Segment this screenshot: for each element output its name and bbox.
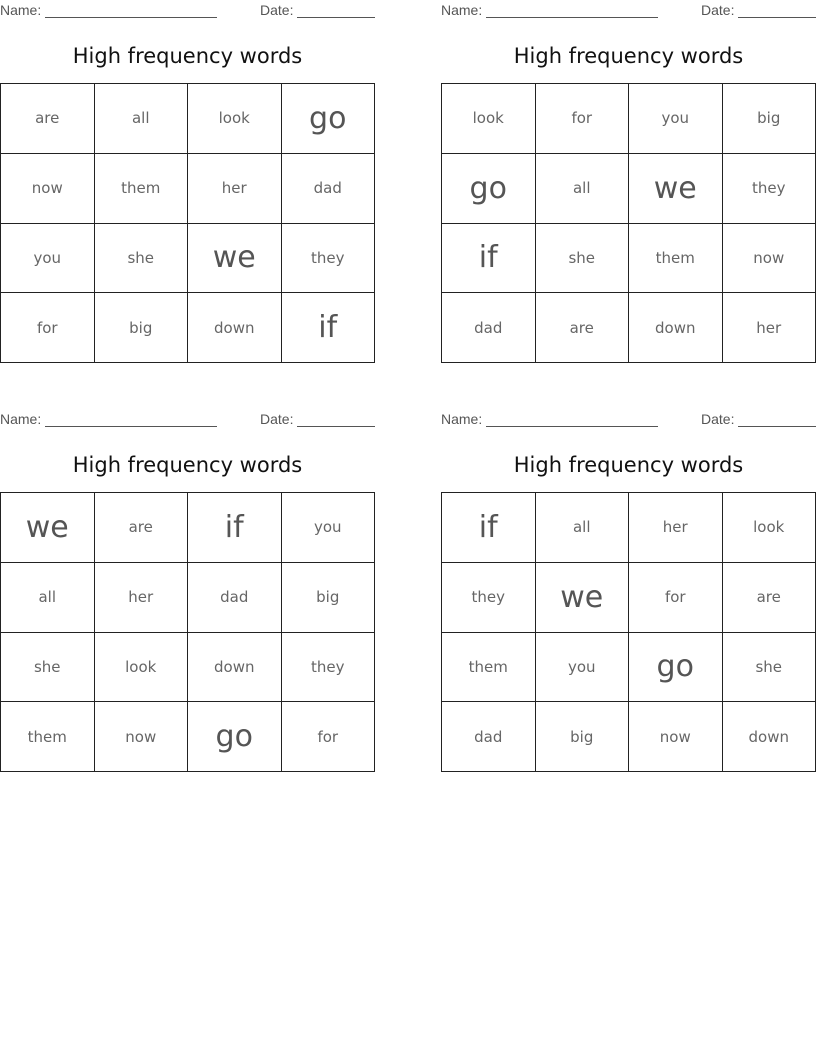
date-blank-line (297, 2, 375, 18)
name-label: Name: (0, 411, 42, 427)
bingo-cell: you (282, 493, 376, 563)
card-title: High frequency words (513, 453, 744, 477)
bingo-cell: for (536, 84, 630, 154)
bingo-cell: dad (442, 293, 536, 363)
bingo-cell: down (188, 293, 282, 363)
name-label: Name: (0, 2, 42, 18)
date-blank-line (297, 411, 375, 427)
name-date-line (0, 411, 375, 427)
bingo-cell: her (188, 154, 282, 224)
bingo-cell: them (95, 154, 189, 224)
bingo-cell: them (1, 702, 95, 772)
name-blank-line (486, 2, 658, 18)
bingo-cell: you (1, 224, 95, 294)
name-label: Name: (441, 2, 483, 18)
bingo-card (0, 409, 375, 784)
bingo-cell: her (629, 493, 723, 563)
bingo-cell: go (442, 154, 536, 224)
bingo-grid (0, 83, 375, 363)
bingo-cell: if (188, 493, 282, 563)
bingo-cell: all (536, 493, 630, 563)
date-label: Date: (701, 411, 735, 427)
date-label: Date: (260, 2, 294, 18)
bingo-cell: big (282, 563, 376, 633)
bingo-cell: you (536, 633, 630, 703)
bingo-cell: down (723, 702, 816, 772)
name-label: Name: (441, 411, 483, 427)
bingo-cell: are (1, 84, 95, 154)
bingo-cell: if (442, 493, 536, 563)
bingo-grid (441, 492, 816, 772)
bingo-cell: look (442, 84, 536, 154)
bingo-cell: her (723, 293, 816, 363)
bingo-cell: are (536, 293, 630, 363)
bingo-cell: them (442, 633, 536, 703)
bingo-cell: go (188, 702, 282, 772)
card-title: High frequency words (513, 44, 744, 68)
bingo-cell: you (629, 84, 723, 154)
bingo-cell: she (95, 224, 189, 294)
bingo-cell: down (629, 293, 723, 363)
bingo-cell: all (1, 563, 95, 633)
bingo-cell: now (629, 702, 723, 772)
bingo-cell: are (723, 563, 816, 633)
name-date-line (441, 411, 816, 427)
bingo-cell: dad (442, 702, 536, 772)
bingo-cell: now (1, 154, 95, 224)
bingo-cell: big (723, 84, 816, 154)
bingo-cell: we (188, 224, 282, 294)
bingo-grid (0, 492, 375, 772)
date-blank-line (738, 2, 816, 18)
bingo-cell: them (629, 224, 723, 294)
bingo-cell: look (188, 84, 282, 154)
date-blank-line (738, 411, 816, 427)
bingo-cell: all (95, 84, 189, 154)
bingo-cell: we (536, 563, 630, 633)
bingo-cell: she (723, 633, 816, 703)
bingo-cell: for (1, 293, 95, 363)
bingo-cell: all (536, 154, 630, 224)
bingo-cell: dad (282, 154, 376, 224)
name-blank-line (486, 411, 658, 427)
bingo-cell: go (629, 633, 723, 703)
name-date-line (0, 2, 375, 18)
bingo-cell: now (723, 224, 816, 294)
bingo-card (441, 0, 816, 375)
bingo-cell: for (629, 563, 723, 633)
card-title: High frequency words (72, 453, 303, 477)
date-label: Date: (701, 2, 735, 18)
card-title: High frequency words (72, 44, 303, 68)
name-date-line (441, 2, 816, 18)
bingo-cell: her (95, 563, 189, 633)
bingo-cell: if (282, 293, 376, 363)
bingo-cell: she (536, 224, 630, 294)
bingo-cell: big (536, 702, 630, 772)
bingo-card (441, 409, 816, 784)
date-label: Date: (260, 411, 294, 427)
bingo-grid (441, 83, 816, 363)
name-blank-line (45, 411, 217, 427)
bingo-cell: if (442, 224, 536, 294)
bingo-card (0, 0, 375, 375)
bingo-cell: for (282, 702, 376, 772)
bingo-cell: they (723, 154, 816, 224)
bingo-cell: she (1, 633, 95, 703)
bingo-cell: we (629, 154, 723, 224)
bingo-cell: go (282, 84, 376, 154)
bingo-cell: big (95, 293, 189, 363)
name-blank-line (45, 2, 217, 18)
bingo-cell: look (95, 633, 189, 703)
bingo-cell: dad (188, 563, 282, 633)
bingo-cell: they (282, 633, 376, 703)
bingo-cell: they (282, 224, 376, 294)
bingo-cell: now (95, 702, 189, 772)
bingo-cell: we (1, 493, 95, 563)
bingo-cell: down (188, 633, 282, 703)
bingo-cell: are (95, 493, 189, 563)
bingo-cell: they (442, 563, 536, 633)
bingo-cell: look (723, 493, 816, 563)
